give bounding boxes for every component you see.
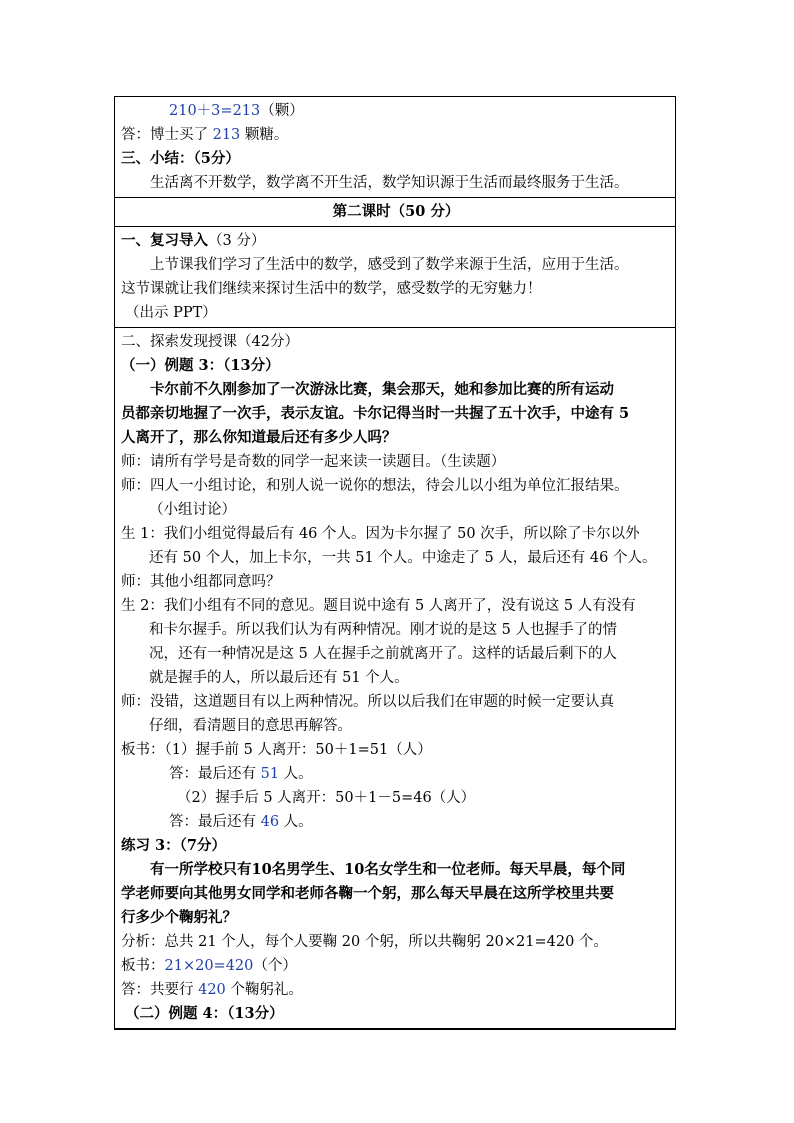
lesson-plan-table bbox=[114, 96, 676, 1030]
cell-summary bbox=[115, 97, 675, 198]
board-answer-2: 答：最后还有 46 人。 bbox=[169, 814, 313, 830]
student-2-line-4: 就是握手的人，所以最后还有 51 个人。 bbox=[149, 670, 409, 686]
review-heading: 一、复习导入（3 分） bbox=[121, 232, 266, 249]
group-discussion: （小组讨论） bbox=[149, 502, 236, 518]
board-line-2: （2）握手后 5 人离开：50＋1－5=46（人） bbox=[177, 790, 476, 806]
teacher-line-4: 师：没错，这道题目有以上两种情况。所以以后我们在审题的时候一定要认真 bbox=[121, 694, 614, 710]
board-line-1: 板书：（1）握手前 5 人离开：50＋1=51（人） bbox=[121, 742, 432, 758]
student-1-line-2: 还有 50 个人，加上卡尔，一共 51 个人。中途走了 5 人，最后还有 46 个人。 bbox=[149, 550, 657, 566]
summary-heading: 三、小结：（5分） bbox=[121, 150, 240, 167]
summary-text: 生活离不开数学，数学离不开生活，数学知识源于生活而最终服务于生活。 bbox=[150, 175, 629, 191]
example-3-text-3: 人离开了，那么你知道最后还有多少人吗？ bbox=[121, 429, 397, 446]
teacher-line-2: 师：四人一小组讨论，和别人说一说你的想法，待会儿以小组为单位汇报结果。 bbox=[121, 478, 629, 494]
exercise-3-heading: 练习 3：（7分） bbox=[121, 837, 226, 854]
teacher-line-1: 师：请所有学号是奇数的同学一起来读一读题目。（生读题） bbox=[121, 454, 506, 470]
example-4-heading: （二）例题 4：（13分） bbox=[125, 1005, 284, 1022]
exercise-3-text-3: 行多少个鞠躬礼？ bbox=[121, 909, 237, 926]
board-line-3: 板书：21×20=420（个） bbox=[121, 958, 297, 974]
cell-explore bbox=[115, 328, 675, 1029]
example-3-text-1: 卡尔前不久刚参加了一次游泳比赛，集会那天，她和参加比赛的所有运动 bbox=[150, 381, 614, 398]
exercise-3-text-1: 有一所学校只有10名男学生、10名女学生和一位老师。每天早晨，每个同 bbox=[150, 861, 626, 878]
explore-heading: 二、探索发现授课（42分） bbox=[121, 334, 299, 350]
review-paragraph-1: 上节课我们学习了生活中的数学，感受到了数学来源于生活，应用于生活。 bbox=[150, 257, 629, 273]
teacher-line-3: 师：其他小组都同意吗？ bbox=[121, 574, 281, 590]
cell-lesson-title bbox=[115, 198, 675, 227]
calc-line: 210＋3=213（颗） bbox=[169, 103, 304, 119]
review-paragraph-2: 这节课就让我们继续来探讨生活中的数学，感受数学的无穷魅力！ bbox=[121, 281, 542, 297]
student-2-line-3: 况，还有一种情况是这 5 人在握手之前就离开了。这样的话最后剩下的人 bbox=[149, 646, 617, 662]
example-3-text-2: 员都亲切地握了一次手，表示友谊。卡尔记得当时一共握了五十次手，中途有 5 bbox=[121, 405, 630, 422]
analysis-line: 分析：总共 21 个人，每个人要鞠 20 个躬，所以共鞠躬 20×21=420 个。 bbox=[121, 934, 608, 950]
review-paragraph-3: （出示 PPT） bbox=[125, 305, 217, 321]
exercise-3-answer: 答：共要行 420 个鞠躬礼。 bbox=[121, 982, 303, 998]
cell-review bbox=[115, 227, 675, 328]
example-3-heading: （一）例题 3：（13分） bbox=[121, 357, 280, 374]
student-2-line-2: 和卡尔握手。所以我们认为有两种情况。刚才说的是这 5 人也握手了的情 bbox=[149, 622, 617, 638]
teacher-line-5: 仔细，看清题目的意思再解答。 bbox=[149, 718, 352, 734]
student-1-line-1: 生 1：我们小组觉得最后有 46 个人。因为卡尔握了 50 次手，所以除了卡尔以外 bbox=[121, 526, 640, 542]
student-2-line-1: 生 2：我们小组有不同的意见。题目说中途有 5 人离开了，没有说这 5 人有没有 bbox=[121, 598, 636, 614]
exercise-3-text-2: 学老师要向其他男女同学和老师各鞠一个躬，那么每天早晨在这所学校里共要 bbox=[121, 885, 614, 902]
board-answer-1: 答：最后还有 51 人。 bbox=[169, 766, 313, 782]
answer-line: 答：博士买了 213 颗糖。 bbox=[121, 127, 289, 143]
lesson-title: 第二课时（50 分） bbox=[332, 203, 460, 220]
